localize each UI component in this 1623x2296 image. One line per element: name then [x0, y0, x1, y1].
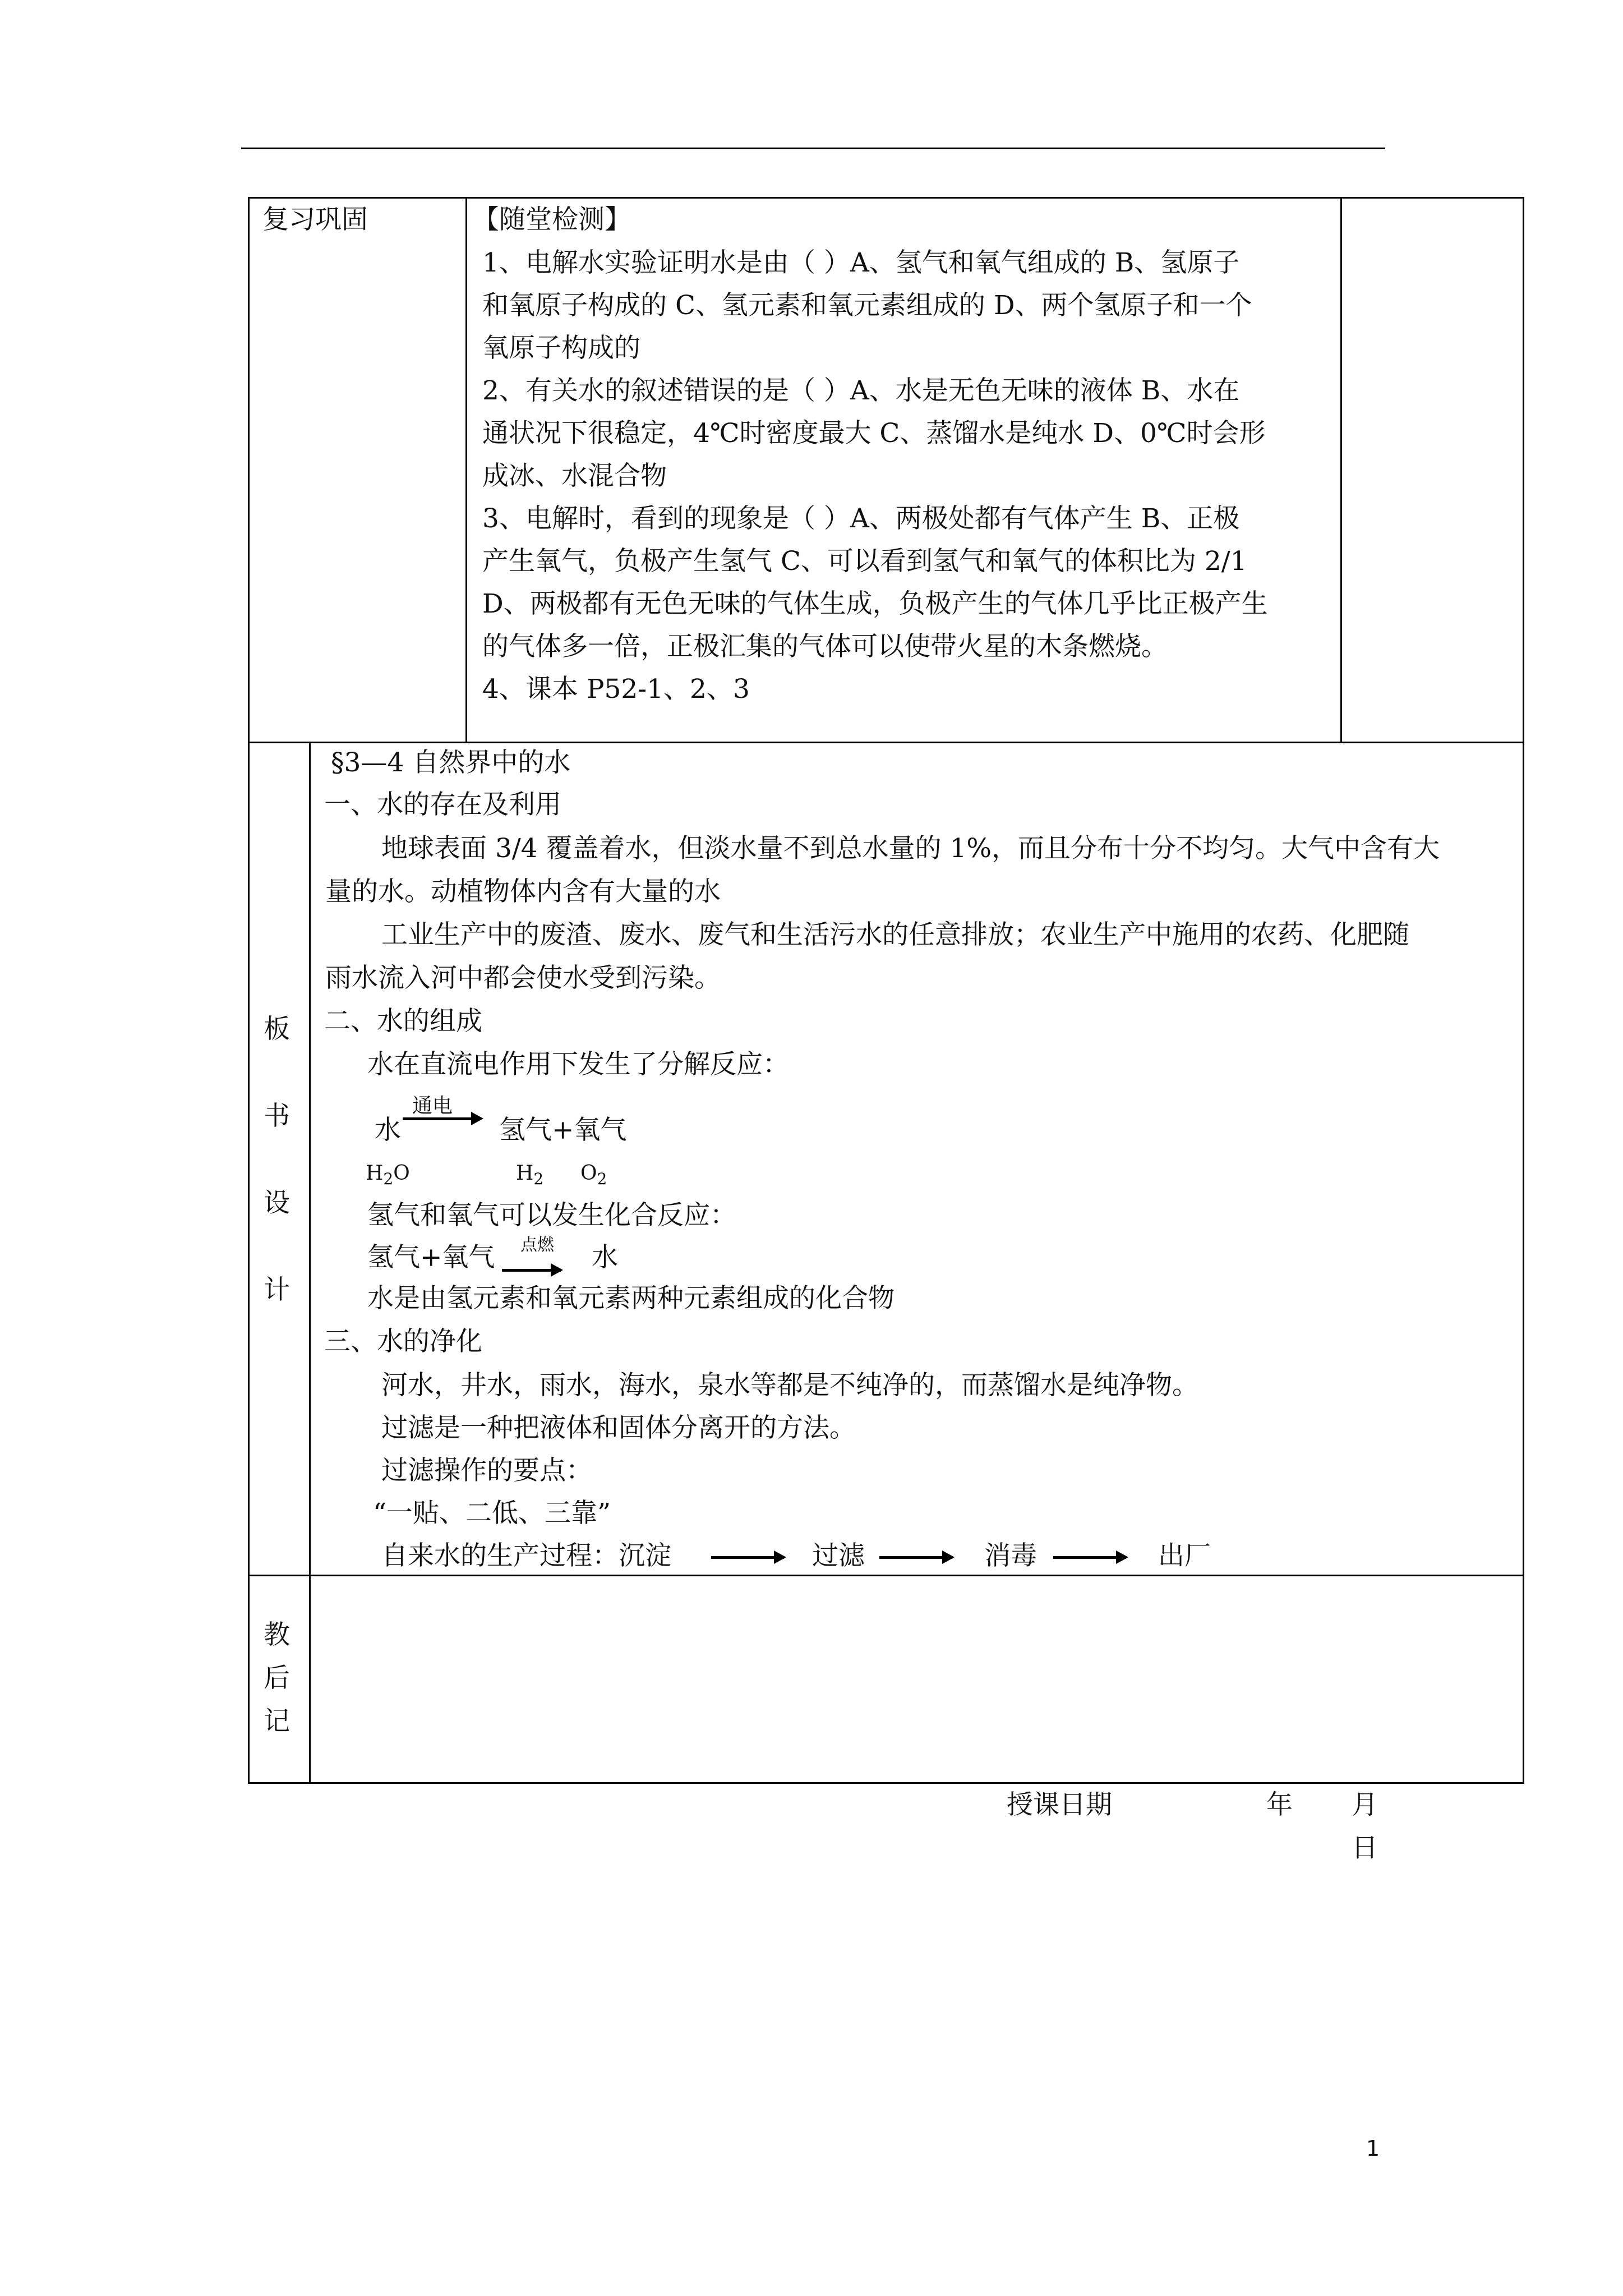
- paragraph-1a: 地球表面 3/4 覆盖着水，但淡水量不到总水量的 1%，而且分布十分不均匀。大气中含有大: [381, 833, 1440, 864]
- review-line-4: 2、有关水的叙述错误的是（ ）A、水是无色无味的液体 B、水在: [482, 375, 1240, 406]
- review-line-3: 氧原子构成的: [482, 333, 640, 364]
- board-label-char-4: 计: [264, 1274, 290, 1305]
- eq2-right: 水: [592, 1242, 618, 1273]
- section-1-heading: 一、水的存在及利用: [324, 789, 561, 820]
- review-line-1: 1、电解水实验证明水是由（ ）A、氢气和氧气组成的 B、氢原子: [482, 247, 1240, 278]
- paragraph-2b: 雨水流入河中都会使水受到污染。: [325, 963, 721, 993]
- table-right-border: [1523, 197, 1524, 1784]
- table-bottom-border: [248, 1782, 1524, 1784]
- afterword-label-char-1: 教: [264, 1619, 290, 1650]
- process-step-4: 出厂: [1158, 1540, 1211, 1571]
- review-line-2: 和氧原子构成的 C、氢元素和氧元素组成的 D、两个氢原子和一个: [482, 290, 1252, 321]
- paragraph-8: 过滤操作的要点：: [381, 1455, 592, 1486]
- review-line-10: 的气体多一倍，正极汇集的气体可以使带火星的木条燃烧。: [482, 631, 1168, 662]
- eq1-arrow: [403, 1117, 481, 1120]
- formula-water: [366, 1157, 410, 1196]
- eq2-condition: 点燃: [520, 1235, 554, 1255]
- eq1-condition: 通电: [412, 1094, 453, 1117]
- review-col-divider-1: [465, 197, 467, 743]
- review-line-6: 成冰、水混合物: [482, 461, 667, 491]
- formula-hydrogen-sub: 2: [533, 1170, 544, 1188]
- row-divider-2: [248, 1575, 1524, 1576]
- paragraph-3: 水在直流电作用下发生了分解反应：: [367, 1049, 789, 1080]
- review-line-11: 4、课本 P52-1、2、3: [482, 674, 750, 705]
- review-label: 复习巩固: [262, 204, 368, 235]
- process-step-2: 过滤: [812, 1540, 865, 1571]
- review-line-8: 产生氧气，负极产生氢气 C、可以看到氢气和氧气的体积比为 2/1: [482, 546, 1247, 577]
- review-line-7: 3、电解时，看到的现象是（ ）A、两极处都有气体产生 B、正极: [482, 503, 1240, 534]
- paragraph-7: 过滤是一种把液体和固体分离开的方法。: [381, 1412, 856, 1443]
- eq2-left: 氢气+氧气: [367, 1242, 495, 1273]
- review-line-9: D、两极都有无色无味的气体生成，负极产生的气体几乎比正极产生: [482, 588, 1268, 619]
- paragraph-2a: 工业生产中的废渣、废水、废气和生活污水的任意排放；农业生产中施用的农药、化肥随: [381, 919, 1409, 950]
- date-label: 授课日期: [1007, 1789, 1112, 1820]
- row-divider-1: [248, 742, 1524, 743]
- afterword-label-char-2: 后: [264, 1663, 290, 1694]
- paragraph-1b: 量的水。动植物体内含有大量的水: [325, 876, 721, 907]
- formula-water-h: H: [366, 1162, 384, 1185]
- header-rule: [241, 148, 1385, 149]
- process-arrow-1: [711, 1556, 784, 1559]
- board-title: §3—4 自然界中的水: [331, 747, 571, 778]
- section-2-heading: 二、水的组成: [324, 1006, 482, 1037]
- board-label-char-2: 书: [264, 1101, 290, 1131]
- board-label-char-1: 板: [264, 1014, 290, 1045]
- formula-oxygen-o: O: [580, 1162, 597, 1185]
- process-label: 自来水的生产过程：沉淀: [381, 1540, 671, 1571]
- process-arrow-2: [879, 1556, 952, 1559]
- formula-water-sub: 2: [383, 1170, 394, 1188]
- date-day: 日: [1352, 1833, 1378, 1864]
- date-year: 年: [1266, 1789, 1293, 1820]
- eq1-left: 水: [375, 1115, 401, 1145]
- paragraph-4: 氢气和氧气可以发生化合反应：: [367, 1200, 736, 1231]
- table-top-border: [248, 197, 1524, 199]
- eq2-arrow: [502, 1269, 561, 1272]
- paragraph-9: “一贴、二低、三靠”: [373, 1498, 611, 1529]
- formula-oxygen-sub: 2: [597, 1170, 607, 1188]
- afterword-label-char-3: 记: [264, 1706, 290, 1737]
- eq1-right: 氢气+氧气: [499, 1115, 627, 1145]
- formula-hydrogen-h: H: [516, 1162, 534, 1185]
- date-month: 月: [1352, 1789, 1378, 1820]
- formula-water-o: O: [393, 1162, 410, 1185]
- process-arrow-3: [1053, 1556, 1126, 1559]
- page-number: 1: [1366, 2136, 1380, 2161]
- section-3-heading: 三、水的净化: [324, 1326, 482, 1357]
- review-line-5: 通状况下很稳定，4℃时密度最大 C、蒸馏水是纯水 D、0℃时会形: [482, 418, 1266, 449]
- table-left-border: [248, 197, 250, 1784]
- formula-oxygen: [580, 1157, 607, 1196]
- process-step-3: 消毒: [984, 1540, 1037, 1571]
- paragraph-6: 河水，井水，雨水，海水，泉水等都是不纯净的，而蒸馏水是纯净物。: [381, 1370, 1198, 1401]
- lower-col-divider: [309, 742, 311, 1784]
- board-label-char-3: 设: [264, 1188, 290, 1218]
- review-heading: 【随堂检测】: [473, 204, 631, 235]
- paragraph-5: 水是由氢元素和氧元素两种元素组成的化合物: [367, 1283, 895, 1314]
- formula-hydrogen: [516, 1157, 543, 1196]
- review-col-divider-2: [1340, 197, 1342, 743]
